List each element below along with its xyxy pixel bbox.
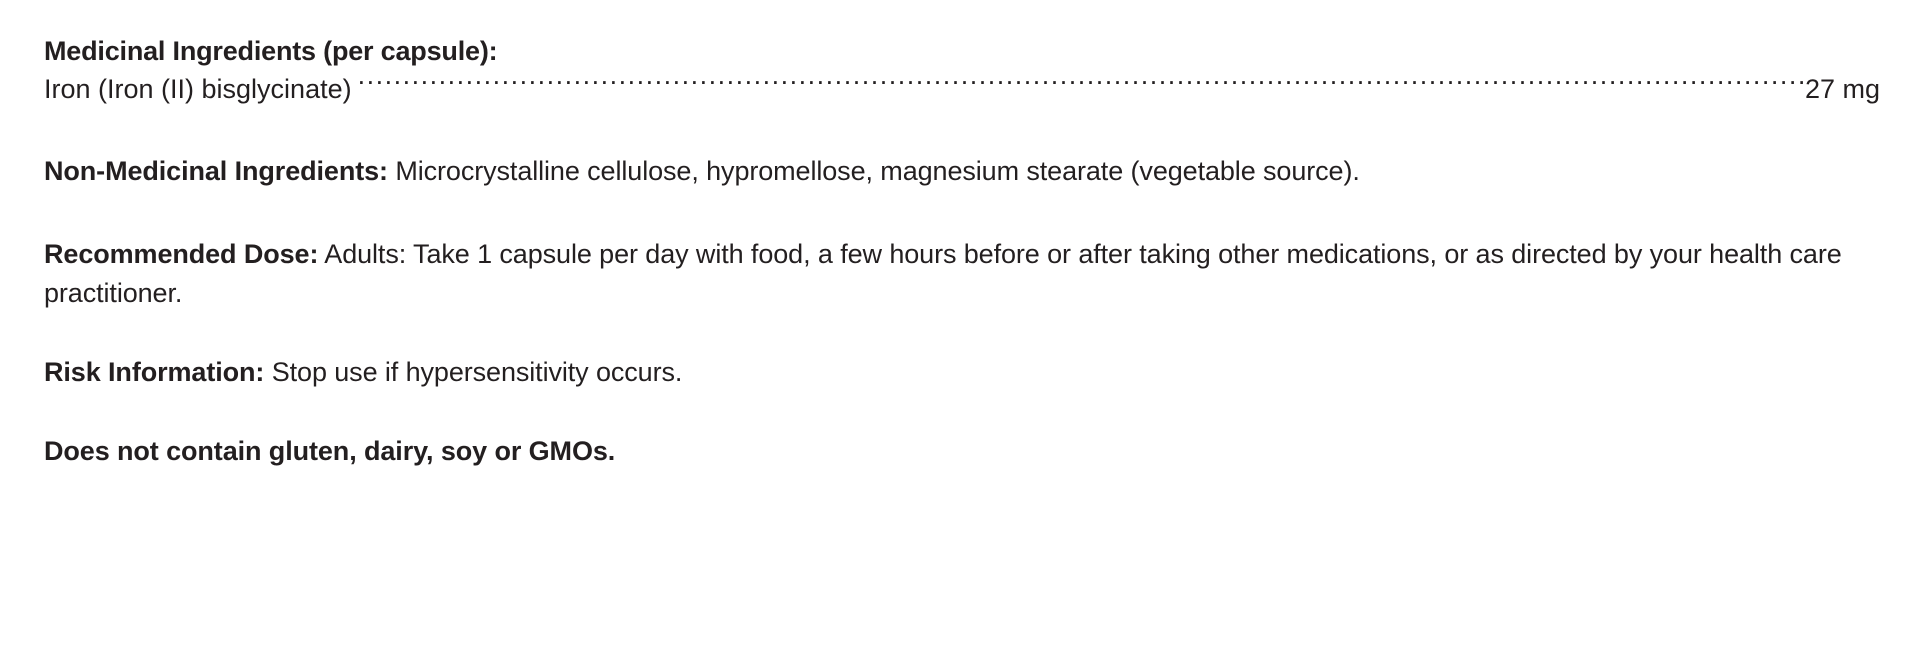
non-medicinal-paragraph <box>44 152 1880 191</box>
medicinal-ingredient-name: Iron (Iron (II) bisglycinate) <box>44 74 352 105</box>
free-from-section <box>44 436 1880 467</box>
non-medicinal-ingredients-section <box>44 152 1880 191</box>
risk-information-heading: Risk Information: <box>44 356 265 387</box>
medicinal-ingredients-heading: Medicinal Ingredients (per capsule): <box>44 36 498 66</box>
leader-dots <box>358 71 1803 98</box>
recommended-dose-paragraph <box>44 235 1880 313</box>
non-medicinal-heading: Non-Medicinal Ingredients: <box>44 155 388 186</box>
recommended-dose-heading: Recommended Dose: <box>44 238 319 269</box>
medicinal-ingredient-row <box>44 71 1880 107</box>
free-from-statement: Does not contain gluten, dairy, soy or GMOs. <box>44 436 616 467</box>
recommended-dose-text: Adults: Take 1 capsule per day with food, a few hours before or after taking other medications, or as directed by your health care practitioner. <box>44 238 1842 308</box>
risk-information-paragraph <box>44 353 1880 392</box>
medicinal-ingredients-section <box>44 34 1880 108</box>
recommended-dose-section <box>44 235 1880 313</box>
risk-information-text: Stop use if hypersensitivity occurs. <box>264 356 683 387</box>
non-medicinal-text: Microcrystalline cellulose, hypromellose, magnesium stearate (vegetable source). <box>387 155 1360 186</box>
medicinal-ingredient-amount: 27 mg <box>1804 74 1880 105</box>
risk-information-section <box>44 353 1880 392</box>
